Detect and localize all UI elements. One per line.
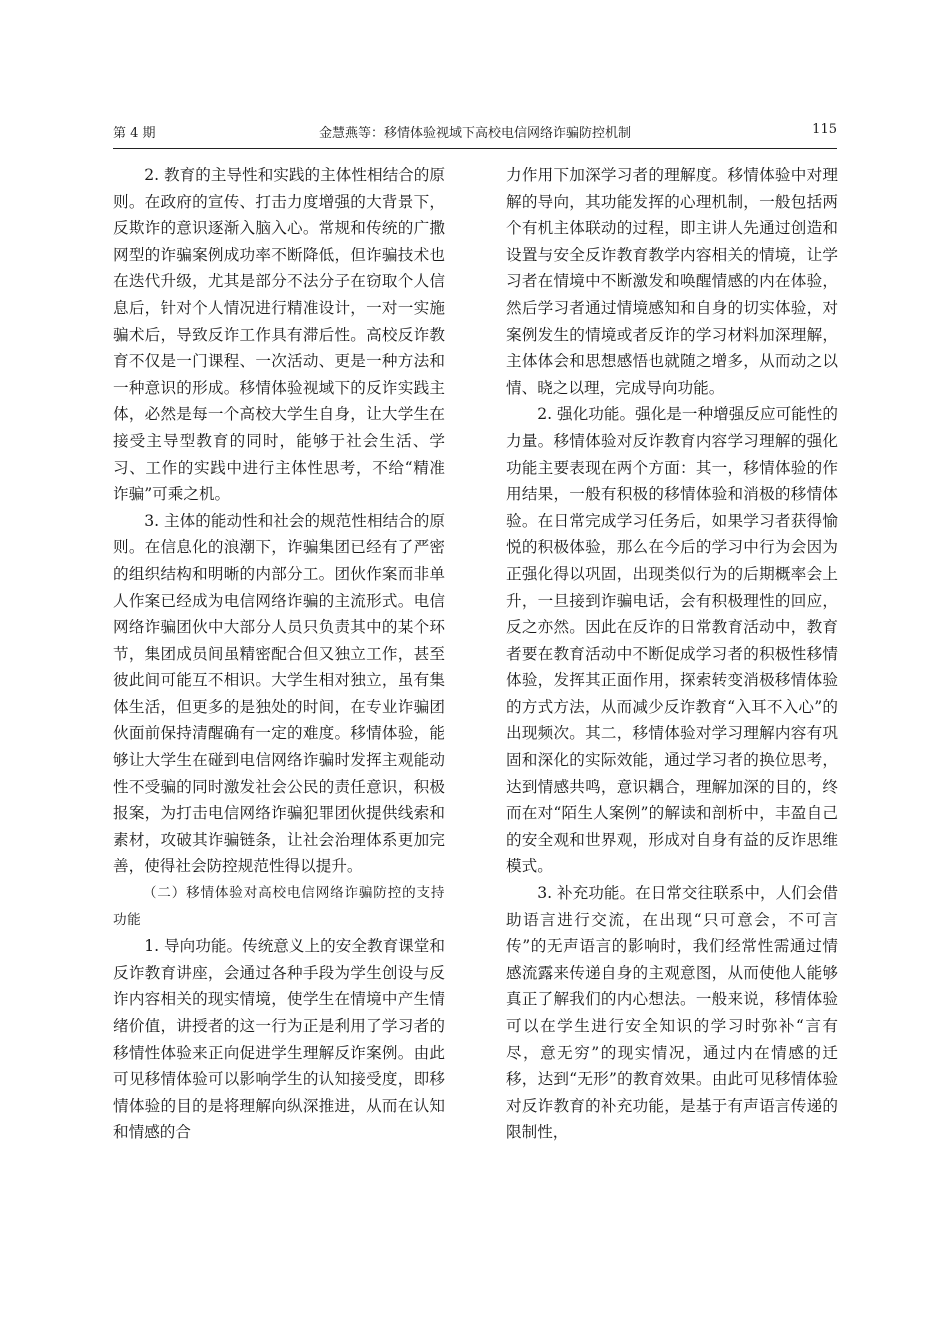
page-number: 115	[812, 122, 837, 137]
header-rule	[113, 148, 837, 149]
running-header	[113, 122, 837, 146]
left-column	[113, 162, 445, 1146]
paragraph-principle-2: 2. 教育的主导性和实践的主体性相结合的原则。在政府的宣传、打击力度增强的大背景下，反欺诈的意识逐渐入脑入心。常规和传统的广撒网型的诈骗案例成功率不断降低，但诈骗技术也在迭代升级，尤其是部分不法分子在窃取个人信息后，针对个人情况进行精准设计，一对一实施骗术后，导致反诈工作具有滞后性。高校反诈教育不仅是一门课程、一次活动、更是一种方法和一种意识的形成。移情体验视域下的反诈实践主体，必然是每一个高校大学生自身，让大学生在接受主导型教育的同时，能够于社会生活、学习、工作的实践中进行主体性思考，不给“精准诈骗”可乘之机。	[113, 166, 445, 504]
issue-number: 第 4 期	[113, 126, 156, 141]
paragraph-reinforcement-function: 2. 强化功能。强化是一种增强反应可能性的力量。移情体验对反诈教育内容学习理解的强化功能主要表现在两个方面：其一，移情体验的作用结果，一般有积极的移情体验和消极的移情体验。在日常完成学习任务后，如果学习者获得愉悦的积极体验，那么在今后的学习中行为会因为正强化得以巩固，出现类似行为的后期概率会上升，一旦接到诈骗电话，会有积极理性的回应，反之亦然。因此在反诈的日常教育活动中，教育者要在教育活动中不断促成学习者的积极性移情体验，发挥其正面作用，探索转变消极移情体验的方式方法，从而减少反诈教育“入耳不入心”的出现频次。其二，移情体验对学习理解内容有巩固和深化的实际效能，通过学习者的换位思考，达到情感共鸣，意识耦合，理解加深的目的，终而在对“陌生人案例”的解读和剖析中，丰盈自己的安全观和世界观，形成对自身有益的反诈思维模式。	[506, 405, 838, 876]
paragraph-guidance-function: 1. 导向功能。传统意义上的安全教育课堂和反诈教育讲座，会通过各种手段为学生创设与反诈内容相关的现实情境，使学生在情境中产生情绪价值，讲授者的这一行为正是利用了学习者的移情性体验来正向促进学生理解反诈案例。由此可见移情体验可以影响学生的认知接受度，即移情体验的目的是将理解向纵深推进，从而在认知和情感的合	[113, 937, 445, 1142]
paragraph-guidance-continued: 力作用下加深学习者的理解度。移情体验中对理解的导向，其功能发挥的心理机制，一般包括两个有机主体联动的过程，即主讲人先通过创造和设置与安全反诈教育教学内容相关的情境，让学习者在情境中不断激发和唤醒情感的内在体验，然后学习者通过情境感知和自身的切实体验，对案例发生的情境或者反诈的学习材料加深理解，主体体会和思想感悟也就随之增多，从而动之以情、晓之以理，完成导向功能。	[506, 166, 838, 397]
paragraph-supplement-function: 3. 补充功能。在日常交往联系中，人们会借助语言进行交流，在出现“只可意会，不可言传”的无声语言的影响时，我们经常性需通过情感流露来传递自身的主观意图，从而使他人能够真正了解我们的内心想法。一般来说，移情体验可以在学生进行安全知识的学习时弥补“言有尽，意无穷”的现实情况，通过内在情感的迁移，达到“无形”的教育效果。由此可见移情体验对反诈教育的补充功能，是基于有声语言传递的限制性，	[506, 884, 838, 1142]
running-title: 金慧燕等：移情体验视域下高校电信网络诈骗防控机制	[318, 126, 631, 141]
paragraph-principle-3: 3. 主体的能动性和社会的规范性相结合的原则。在信息化的浪潮下，诈骗集团已经有了严密的组织结构和明晰的内部分工。团伙作案而非单人作案已经成为电信网络诈骗的主流形式。电信网络诈骗团伙中大部分人员只负责其中的某个环节，集团成员间虽精密配合但又独立工作，甚至彼此间可能互不相识。大学生相对独立，虽有集体生活，但更多的是独处的时间，在专业诈骗团伙面前保持清醒确有一定的难度。移情体验，能够让大学生在碰到电信网络诈骗时发挥主观能动性不受骗的同时激发社会公民的责任意识，积极报案，为打击电信网络诈骗犯罪团伙提供线索和素材，攻破其诈骗链条，让社会治理体系更加完善，使得社会防控规范性得以提升。	[113, 511, 445, 876]
right-column	[506, 162, 838, 1146]
section-subheading: （二）移情体验对高校电信网络诈骗防控的支持功能	[113, 885, 445, 928]
